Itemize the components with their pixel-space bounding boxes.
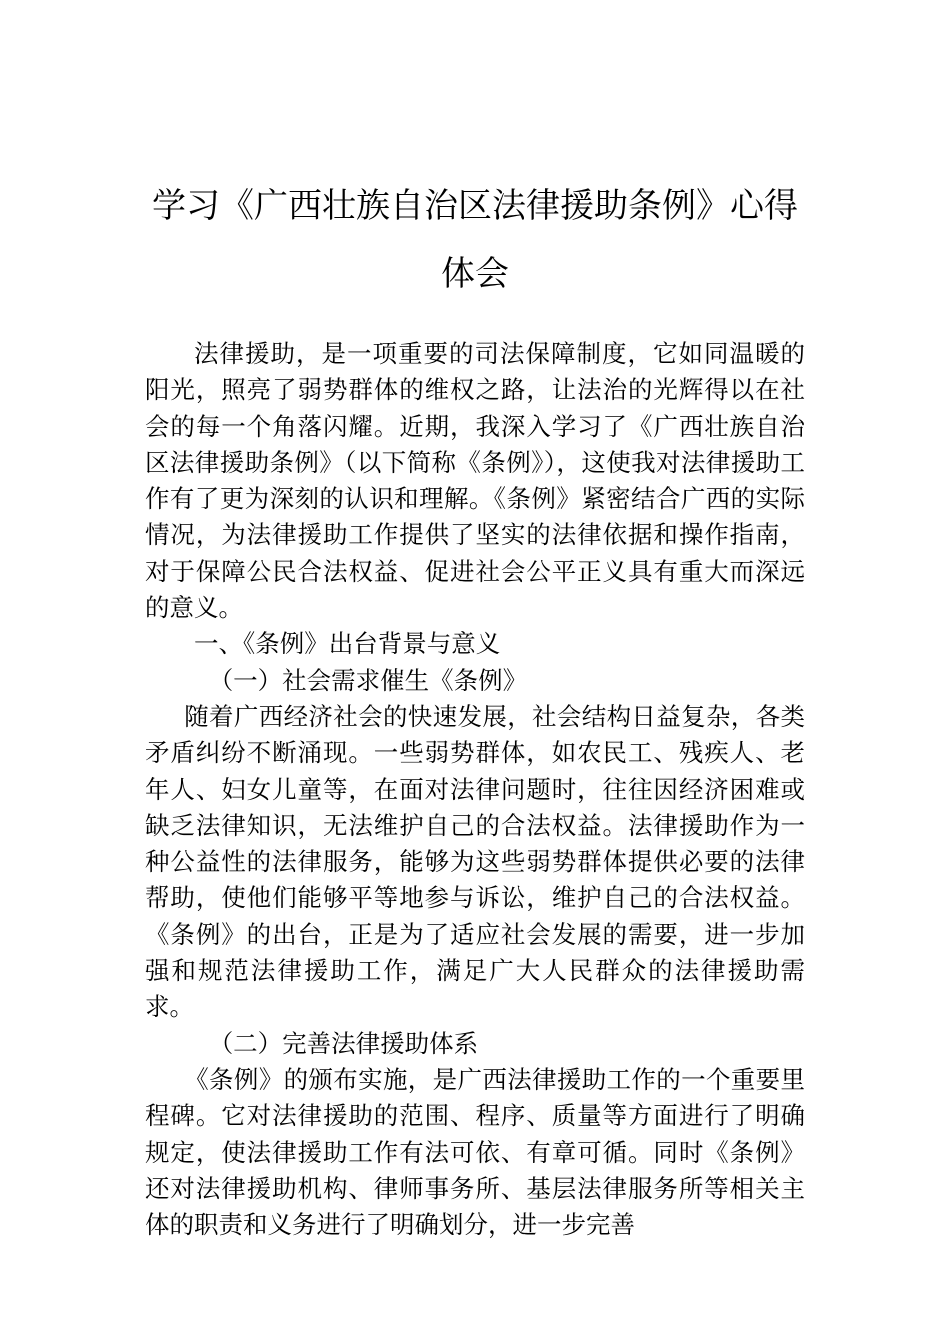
intro-paragraph: 法律援助，是一项重要的司法保障制度，它如同温暖的阳光，照亮了弱势群体的维权之路，让法治的光辉得以在社会的每一个角落闪耀。近期，我深入学习了《广西壮族自治区法律援助条例》（以下简称《条例》），这使我对法律援助工作有了更为深刻的认识和理解。《条例》紧密结合广西的实际情况，为法律援助工作提供了坚实的法律依据和操作指南，对于保障公民合法权益、促进社会公平正义具有重大而深远的意义。 <box>145 339 805 623</box>
document-body <box>145 336 805 1243</box>
subsection-heading-2: （二）完善法律援助体系 <box>208 1028 479 1058</box>
section-heading-1: 一、《条例》出台背景与意义 <box>194 629 501 659</box>
document-title: 学习《广西壮族自治区法律援助条例》心得体会 <box>152 186 798 294</box>
subsection-heading-1: （一）社会需求催生《条例》 <box>208 665 528 695</box>
subsection-paragraph-2: 《条例》的颁布实施，是广西法律援助工作的一个重要里程碑。它对法律援助的范围、程序、质量等方面进行了明确规定，使法律援助工作有法可依、有章可循。同时《条例》还对法律援助机构、律师事务所、基层法律服务所等相关主体的职责和义务进行了明确划分，进一步完善 <box>145 1064 805 1240</box>
subsection-paragraph-1: 随着广西经济社会的快速发展，社会结构日益复杂，各类矛盾纠纷不断涌现。一些弱势群体，如农民工、残疾人、老年人、妇女儿童等，在面对法律问题时，往往因经济困难或缺乏法律知识，无法维护自己的合法权益。法律援助作为一种公益性的法律服务，能够为这些弱势群体提供必要的法律帮助，使他们能够平等地参与诉讼，维护自己的合法权益。《条例》的出台，正是为了适应社会发展的需要，进一步加强和规范法律援助工作，满足广大人民群众的法律援助需求。 <box>145 701 805 1022</box>
